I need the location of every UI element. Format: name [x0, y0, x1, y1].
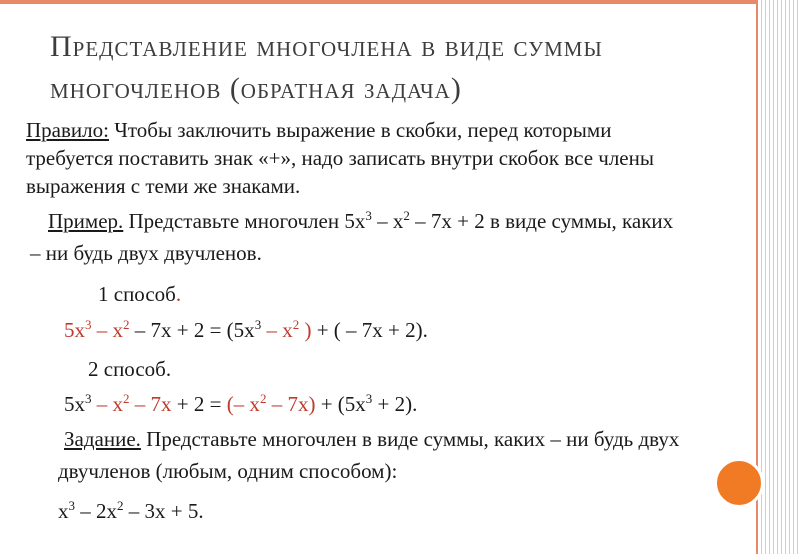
- exp: 3: [85, 317, 92, 332]
- m1-b: – х: [91, 318, 123, 342]
- rule-label: Правило:: [26, 118, 109, 142]
- exp: 3: [254, 317, 262, 332]
- example-line-2: – ни будь двух двучленов.: [30, 241, 262, 265]
- method-2-label: 2 способ.: [88, 357, 172, 381]
- m2-e: (– х: [226, 392, 260, 416]
- m1-a: 5х: [64, 318, 85, 342]
- exp: 3: [365, 391, 373, 406]
- title-line-1: Представление многочлена в виде суммы: [50, 30, 603, 63]
- m2-f: – 7х): [266, 392, 316, 416]
- method-1-expression: [64, 316, 428, 344]
- exp: 2: [123, 391, 130, 406]
- example-text-c: – 7х + 2 в виде суммы, каких: [409, 209, 674, 233]
- exp: 3: [365, 208, 372, 223]
- m2-h: + 2).: [372, 392, 418, 416]
- method-2-expression: [64, 390, 417, 418]
- task-a: х: [58, 499, 69, 523]
- exp: 2: [292, 317, 300, 332]
- exp: 2: [117, 498, 124, 513]
- top-stripe: [0, 0, 800, 4]
- m2-d: + 2 =: [171, 392, 227, 416]
- exp: 2: [123, 317, 130, 332]
- task-b: – 2х: [75, 499, 117, 523]
- method-1-label: [98, 280, 181, 308]
- rule-block: [26, 116, 776, 200]
- slide-title: [50, 26, 710, 110]
- example-text-b: – х: [371, 209, 404, 233]
- m1-f: + ( – 7х + 2).: [316, 318, 428, 342]
- method-1-dot: .: [175, 282, 182, 306]
- task-expression: [58, 497, 204, 525]
- exp: 2: [403, 208, 410, 223]
- exp: 3: [68, 498, 75, 513]
- rule-line-2: требуется поставить знак «+», надо записать внутри скобок все члены: [26, 146, 654, 170]
- example-text-a: Представьте многочлен 5х: [123, 209, 366, 233]
- task-block: [48, 425, 800, 485]
- exp: 2: [259, 391, 267, 406]
- task-label: Задание.: [64, 427, 141, 451]
- m2-a: 5х: [64, 392, 85, 416]
- m1-e: ): [299, 318, 317, 342]
- m2-c: – 7х: [129, 392, 172, 416]
- title-line-2: многочленов (обратная задача): [50, 72, 462, 105]
- exp: 3: [85, 391, 92, 406]
- m1-d: – х: [261, 318, 293, 342]
- task-line-1: Представьте многочлен в виде суммы, каких – ни будь двух: [140, 427, 680, 451]
- rule-line-3: выражения с теми же знаками.: [26, 174, 301, 198]
- rule-line-1: Чтобы заключить выражение в скобки, перед которыми: [108, 118, 612, 142]
- m2-b: – х: [91, 392, 123, 416]
- m1-c: – 7х + 2 = (5х: [129, 318, 255, 342]
- example-label: Пример.: [48, 209, 124, 233]
- m2-g: + (5х: [315, 392, 366, 416]
- example-block: [30, 207, 790, 267]
- task-line-2: двучленов (любым, одним способом):: [58, 459, 398, 483]
- method-1-text: 1 способ: [98, 282, 176, 306]
- task-c: – 3х + 5.: [123, 499, 204, 523]
